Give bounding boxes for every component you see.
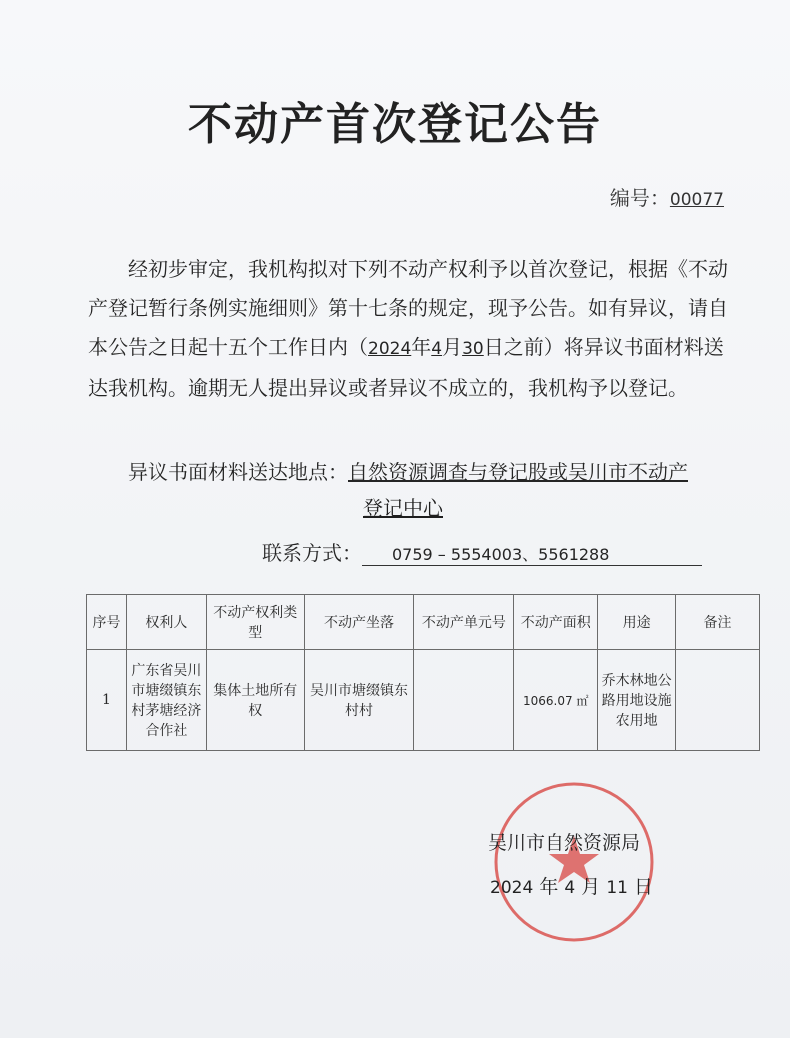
deadline-month: 4 <box>431 339 443 359</box>
notice-title: 不动产首次登记公告 <box>188 99 602 150</box>
cell-unit-no <box>414 650 514 751</box>
deadline-day: 30 <box>462 339 484 359</box>
issue-date <box>490 872 653 899</box>
cell-usage: 乔木林地公路用地设施农用地 <box>598 650 676 751</box>
serial-label: 编号： <box>609 186 670 210</box>
serial-value: 00077 <box>669 190 724 210</box>
issuing-organization: 吴川市自然资源局 <box>488 832 641 854</box>
issue-day: 11 <box>606 878 628 898</box>
deadline-year: 2024 <box>368 339 412 359</box>
objection-address <box>128 453 748 491</box>
header-unit-no: 不动产单元号 <box>414 595 514 650</box>
notice-body <box>88 250 728 408</box>
issue-month: 4 <box>564 878 576 898</box>
header-area: 不动产面积 <box>514 595 598 650</box>
contact-value: 0759 – 5554003、5561288 <box>362 542 702 566</box>
table-row <box>87 650 760 751</box>
deadline-year-unit: 年 <box>411 335 432 359</box>
issue-month-unit: 月 <box>581 876 601 898</box>
issue-day-unit: 日 <box>634 876 654 898</box>
header-location: 不动产坐落 <box>304 595 414 650</box>
cell-right-type: 集体土地所有权 <box>206 650 304 751</box>
registration-table <box>86 594 760 751</box>
header-remark: 备注 <box>676 595 760 650</box>
header-owner: 权利人 <box>126 595 206 650</box>
issue-year: 2024 <box>490 878 534 898</box>
contact-info <box>262 537 702 566</box>
address-value-line2: 登记中心 <box>363 496 443 520</box>
issue-year-unit: 年 <box>539 876 559 898</box>
notice-paragraph <box>88 250 728 408</box>
deadline-month-unit: 月 <box>442 335 463 359</box>
serial-number <box>610 182 724 211</box>
header-index: 序号 <box>87 595 127 650</box>
cell-owner: 广东省吴川市塘缀镇东村茅塘经济合作社 <box>126 650 206 751</box>
official-seal-icon <box>490 778 658 946</box>
address-label: 异议书面材料送达地点： <box>128 460 348 484</box>
body-part2: 日之前）将异议书面材料送达我机构。逾期无人提出异议或者异议不成立的，我机构予以登记。 <box>88 335 724 400</box>
table-header-row <box>87 595 760 650</box>
header-usage: 用途 <box>598 595 676 650</box>
cell-area: 1066.07 ㎡ <box>514 650 598 751</box>
contact-label: 联系方式： <box>262 541 362 565</box>
header-right-type: 不动产权利类型 <box>206 595 304 650</box>
address-value-line1: 自然资源调查与登记股或吴川市不动产 <box>348 460 688 484</box>
cell-location: 吴川市塘缀镇东村村 <box>304 650 414 751</box>
cell-index: 1 <box>87 650 127 751</box>
cell-remark <box>676 650 760 751</box>
body-part1: 经初步审定，我机构拟对下列不动产权利予以首次登记，根据《不动产登记暂行条例实施细则》第十七条的规定，现予公告。如有异议，请自本公告之日起十五个工作日内（ <box>88 257 728 359</box>
